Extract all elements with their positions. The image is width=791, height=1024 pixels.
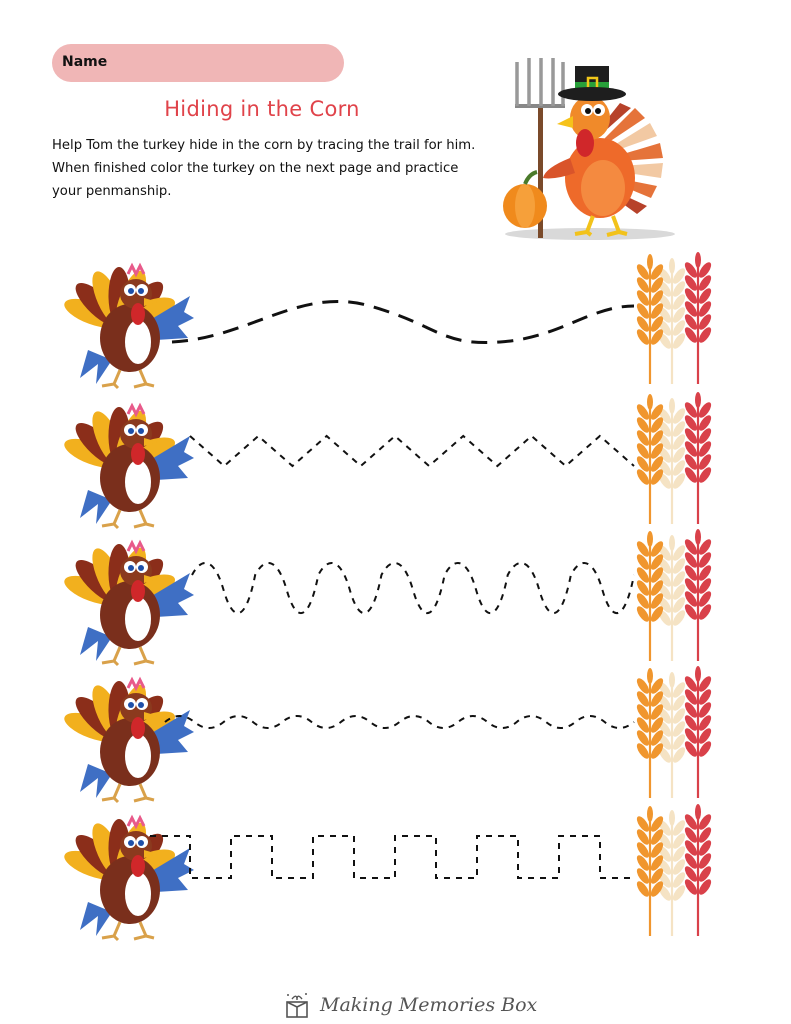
turkey-icon bbox=[61, 680, 194, 802]
wheat-icon bbox=[683, 804, 714, 936]
footer-brand bbox=[282, 990, 537, 1020]
turkey-icon bbox=[61, 266, 194, 388]
trace-trail-zigzag[interactable] bbox=[190, 436, 634, 466]
trace-trail-square-wave[interactable] bbox=[150, 836, 634, 878]
wheat-icon bbox=[683, 529, 714, 661]
turkey-icon bbox=[61, 406, 194, 528]
instructions-text: Help Tom the turkey hide in the corn by tracing the trail for him. When finished color the turkey on the next page and practice your penmanship. bbox=[52, 138, 476, 199]
turkey-icon bbox=[61, 543, 194, 665]
trace-trail-gentle-wave[interactable] bbox=[172, 301, 634, 342]
footer-brand-text: Making Memories Box bbox=[320, 994, 538, 1016]
wheat-icon bbox=[683, 392, 714, 524]
gift-box-logo-icon bbox=[282, 991, 312, 1019]
wheat-icon bbox=[683, 666, 714, 798]
trace-trail-tall-wave[interactable] bbox=[192, 563, 634, 613]
page-title: Hiding in the Corn bbox=[164, 97, 360, 121]
trace-trail-small-wave[interactable] bbox=[165, 716, 634, 728]
name-label: Name bbox=[62, 54, 108, 70]
wheat-icon bbox=[683, 252, 714, 384]
